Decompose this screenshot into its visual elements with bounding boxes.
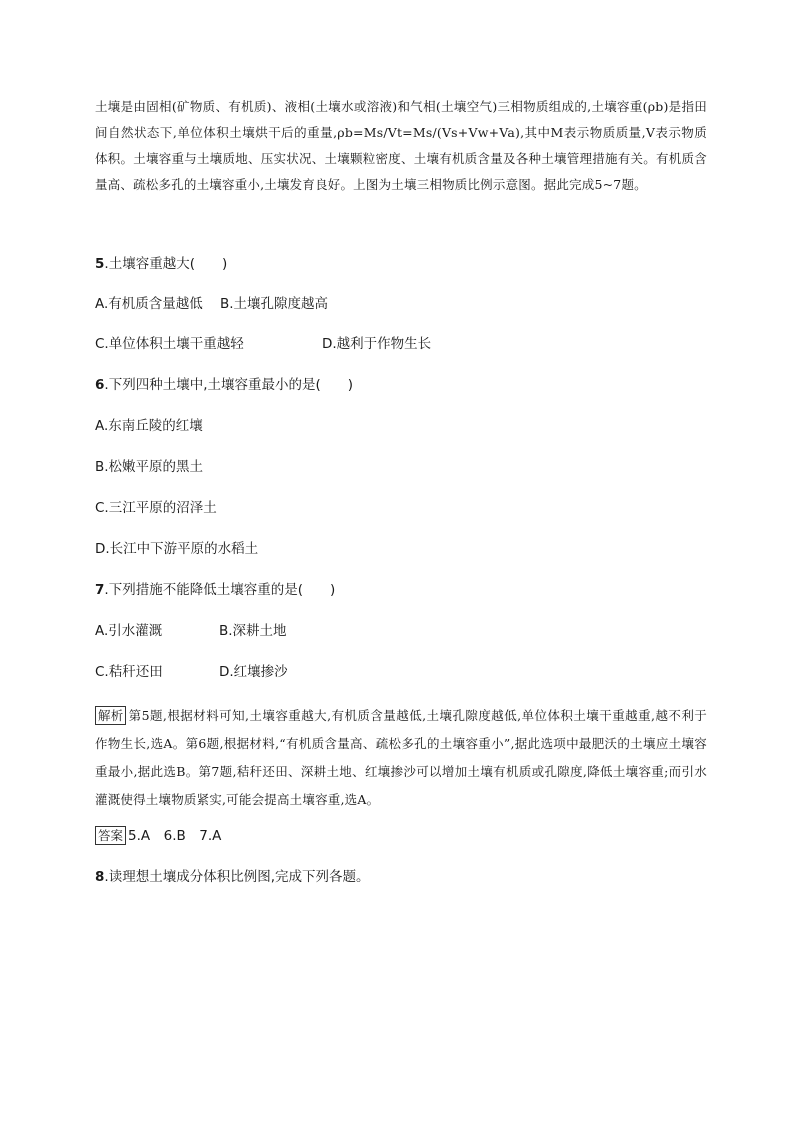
question-8-stem [95, 867, 370, 887]
option-a: A.引水灌溉 [95, 623, 163, 639]
question-7-options-row-2 [95, 662, 288, 682]
reading-passage: 土壤是由固相(矿物质、有机质)、液相(土壤水或溶液)和气相(土壤空气)三相物质组成的,土壤容重(ρb)是指田间自然状态下,单位体积土壤烘干后的重量,ρb=Ms/Vt=Ms/(Vs+Vw+Va),其中M表示物质质量,V表示物质体积。土壤容重与土壤质地、压实状况、土壤颗粒密度、土壤有机质含量及各种土壤管理措施有关。有机质含量高、疏松多孔的土壤容重小,土壤发育良好。上图为土壤三相物质比例示意图。据此完成5~7题。 [95, 99, 707, 192]
question-number: 7 [95, 582, 105, 598]
question-text: .土壤容重越大( ) [104, 256, 228, 272]
question-text: .下列措施不能降低土壤容重的是( ) [104, 582, 336, 598]
question-number: 8 [95, 869, 105, 885]
analysis-block [95, 702, 707, 814]
question-text: .下列四种土壤中,土壤容重最小的是( ) [104, 377, 354, 393]
question-5-options-row-2 [95, 334, 432, 354]
option-c: C.单位体积土壤干重越轻 [95, 336, 244, 352]
question-6-stem [95, 375, 353, 395]
option-d: D.越利于作物生长 [322, 336, 432, 352]
answer-label: 答案 [95, 826, 126, 845]
option-b: B.土壤孔隙度越高 [220, 296, 329, 312]
option-b: B.深耕土地 [219, 623, 287, 639]
question-6-option-b: B.松嫩平原的黑土 [95, 459, 204, 475]
question-number: 6 [95, 377, 105, 393]
analysis-text: 第5题,根据材料可知,土壤容重越大,有机质含量越低,土壤孔隙度越低,单位体积土壤干重越重,越不利于作物生长,选A。第6题,根据材料,“有机质含量高、疏松多孔的土壤容重小”,据此选项中最肥沃的土壤应土壤容重最小,据此选B。第7题,秸秆还田、深耕土地、红壤掺沙可以增加土壤有机质或孔隙度,降低土壤容重;而引水灌溉使得土壤物质紧实,可能会提高土壤容重,选A。 [95, 708, 707, 807]
question-number: 5 [95, 256, 105, 272]
question-6-option-d: D.长江中下游平原的水稻土 [95, 541, 259, 557]
question-6-option-a: A.东南丘陵的红壤 [95, 418, 203, 434]
question-7-stem [95, 580, 335, 600]
question-text: .读理想土壤成分体积比例图,完成下列各题。 [104, 869, 370, 885]
option-c: C.秸秆还田 [95, 664, 163, 680]
question-6-option-c: C.三江平原的沼泽土 [95, 500, 217, 516]
question-7-options-row-1 [95, 621, 287, 641]
answer-text: 5.A 6.B 7.A [128, 828, 222, 844]
answer-block [95, 826, 221, 846]
question-5-stem [95, 254, 227, 274]
analysis-label: 解析 [95, 706, 126, 725]
option-d: D.红壤掺沙 [219, 664, 288, 680]
question-5-options-row-1 [95, 294, 329, 314]
option-a: A.有机质含量越低 [95, 296, 203, 312]
